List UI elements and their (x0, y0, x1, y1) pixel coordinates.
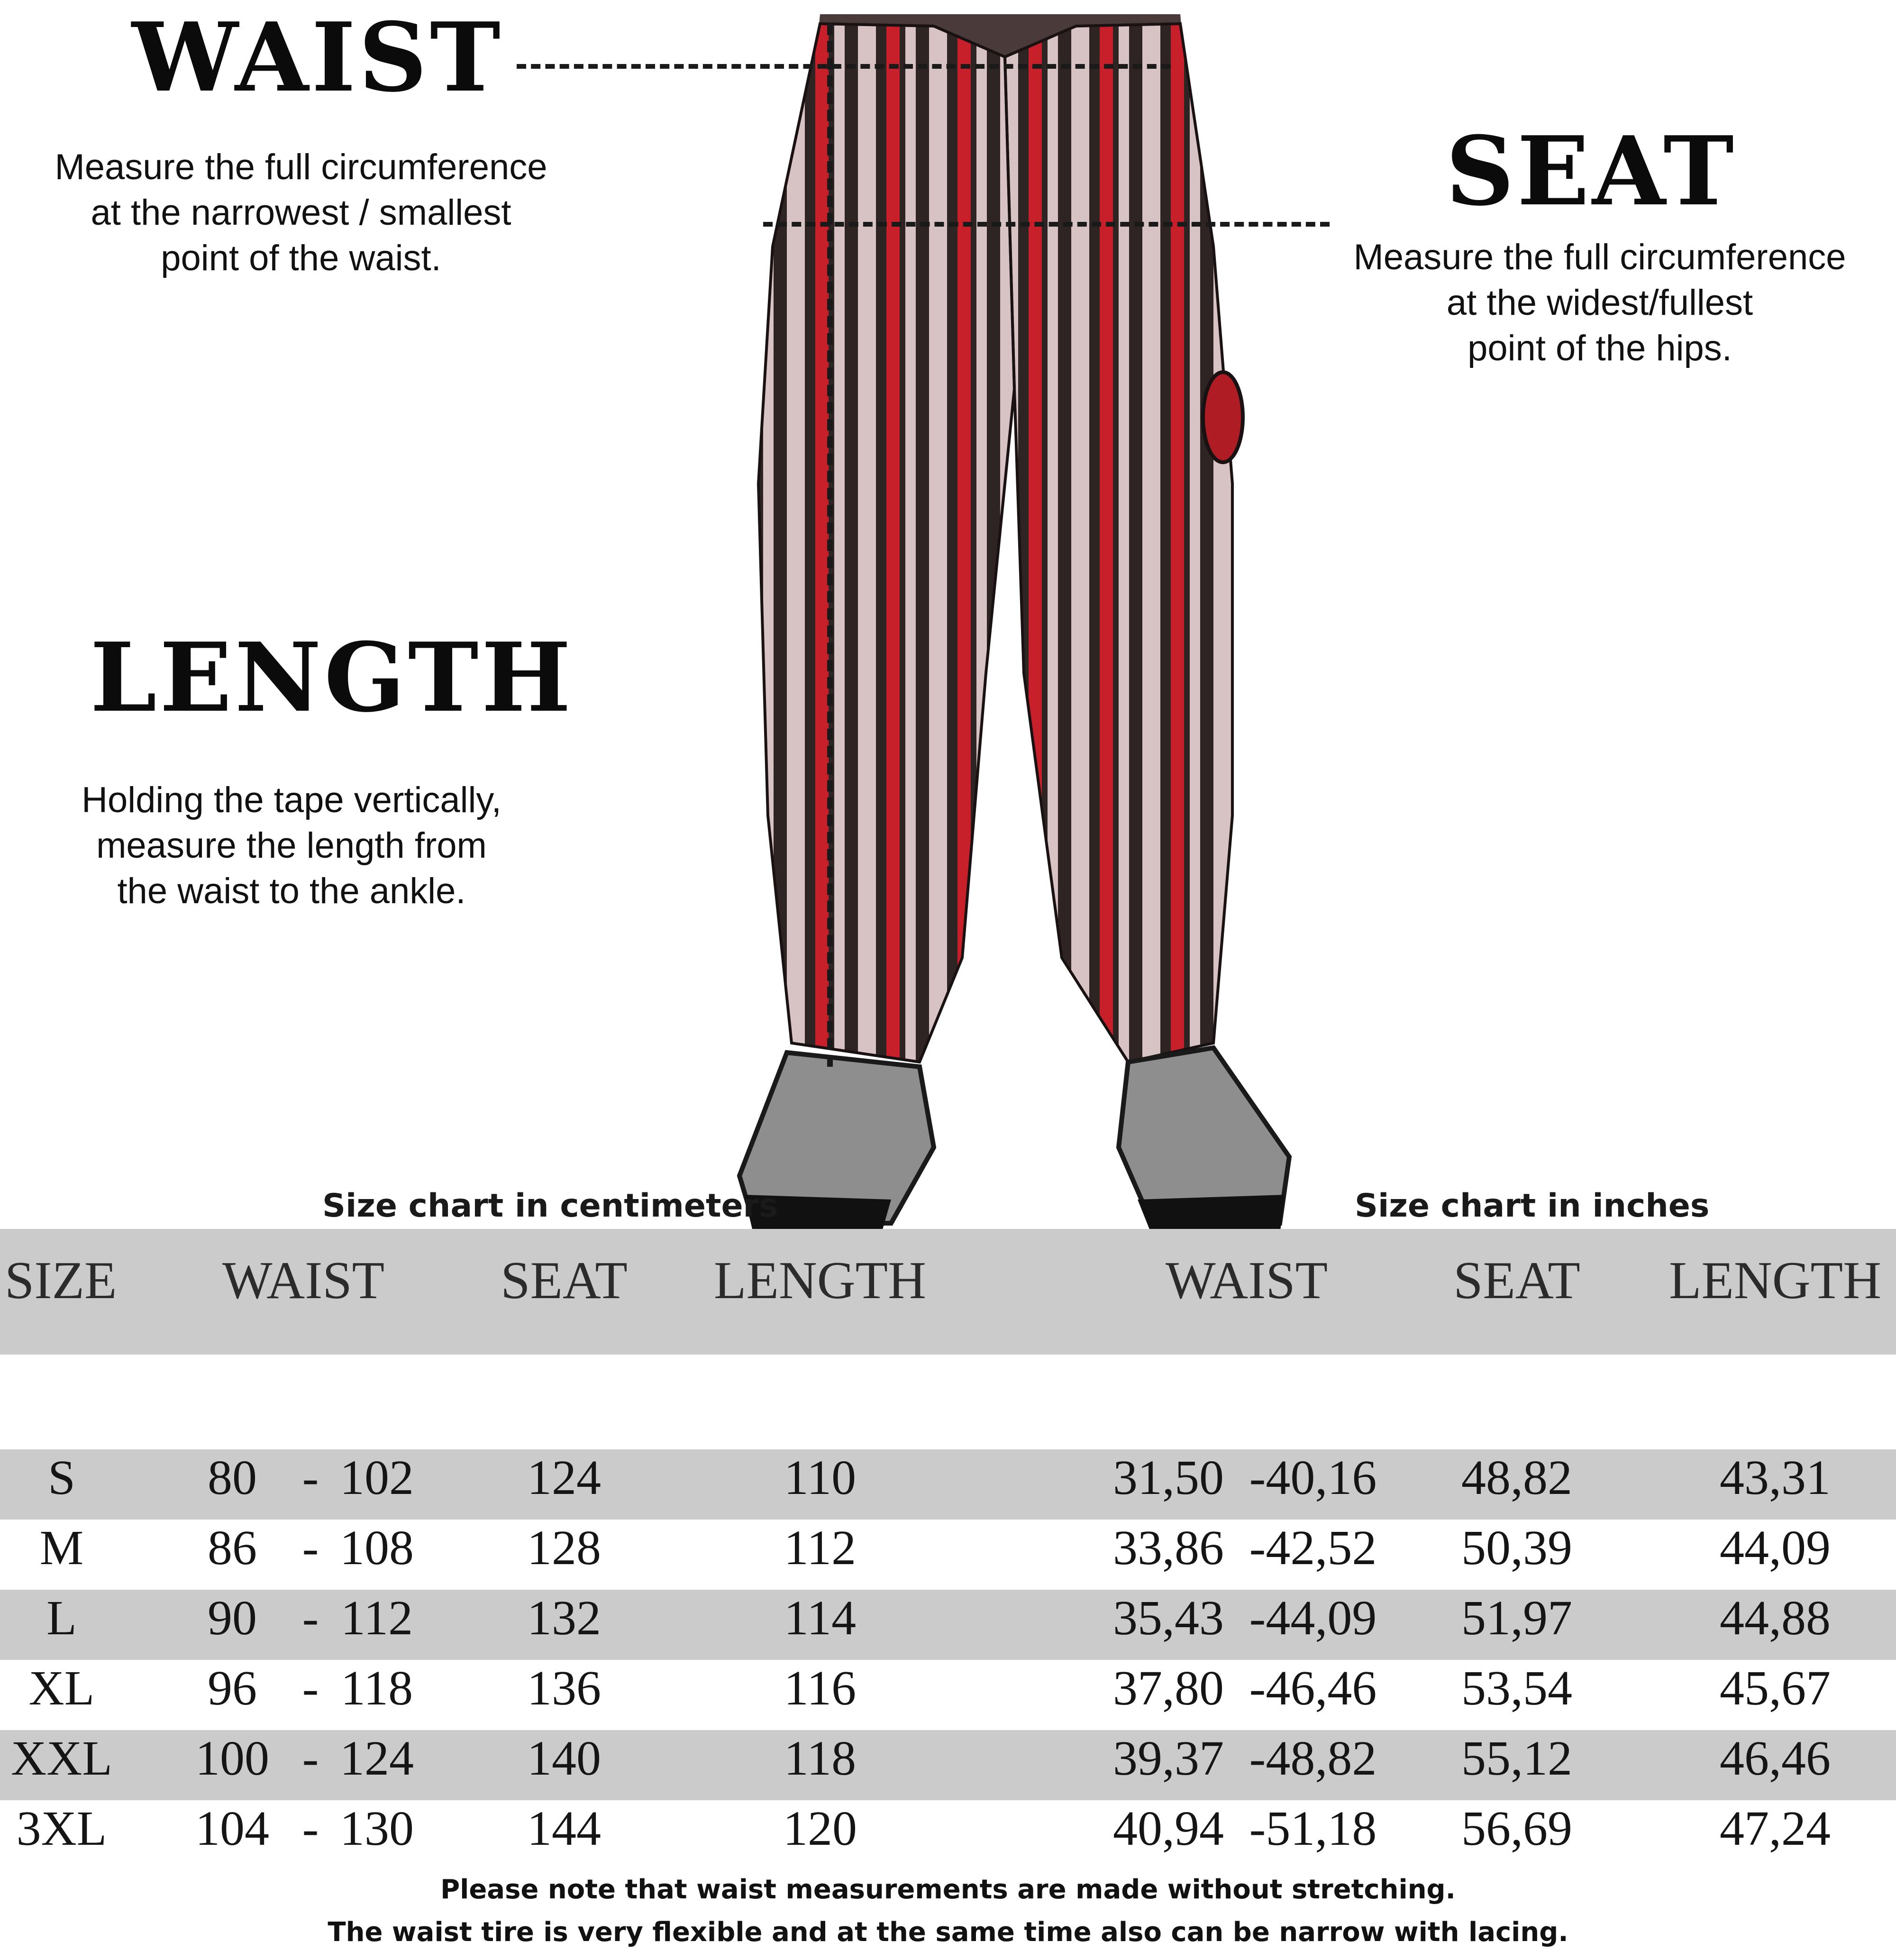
length-description (0, 778, 583, 914)
cell-waist-cm-max: 130 (340, 1801, 414, 1856)
caption-inches: Size chart in inches (1355, 1187, 1710, 1225)
cell-waist-in-max: -42,52 (1249, 1520, 1377, 1575)
cell-size: S (48, 1450, 75, 1505)
cell-seat-cm: 128 (527, 1520, 601, 1575)
cell-length-in: 44,88 (1720, 1591, 1831, 1645)
footnote: The waist tire is very flexible and at the same time also can be narrow with lacing. (328, 1917, 1568, 1948)
cell-seat-in: 50,39 (1461, 1520, 1572, 1575)
header-waist-cm: WAIST (222, 1251, 385, 1310)
cell-waist-cm-max: 124 (340, 1731, 414, 1786)
cell-seat-cm: 144 (527, 1801, 601, 1856)
cell-size: 3XL (16, 1801, 107, 1856)
header-seat-cm: SEAT (501, 1251, 628, 1310)
header-waist-in: WAIST (1165, 1251, 1328, 1310)
cell-length-in: 45,67 (1720, 1661, 1831, 1715)
cell-waist-in-min: 37,80 (1113, 1661, 1224, 1715)
cell-waist-cm-min: 104 (195, 1801, 269, 1856)
cell-range-sep: - (302, 1591, 319, 1645)
cell-waist-in-max: -46,46 (1249, 1661, 1377, 1715)
cell-length-in: 43,31 (1720, 1450, 1831, 1505)
cell-waist-in-min: 33,86 (1113, 1520, 1224, 1575)
row-band (0, 1730, 1896, 1800)
cell-seat-cm: 140 (527, 1731, 601, 1786)
seat-title: SEAT (1446, 116, 1737, 227)
cell-waist-cm-min: 96 (208, 1661, 257, 1715)
cell-length-cm: 114 (784, 1591, 857, 1645)
length-desc-line: measure the length from (96, 825, 487, 866)
waist-measure-line (517, 64, 1171, 69)
cell-waist-cm-max: 112 (340, 1591, 413, 1645)
cell-waist-in-max: -48,82 (1249, 1731, 1377, 1786)
cell-waist-in-min: 35,43 (1113, 1591, 1224, 1645)
cell-waist-cm-max: 108 (340, 1520, 414, 1575)
cell-waist-cm-max: 118 (340, 1661, 413, 1715)
cell-seat-cm: 124 (527, 1450, 601, 1505)
cell-seat-cm: 136 (527, 1661, 601, 1715)
cell-size: XXL (11, 1731, 112, 1786)
striped-pants-image (711, 9, 1327, 1242)
footnote: Please note that waist measurements are made without stretching. (440, 1874, 1456, 1905)
cell-waist-cm-min: 80 (208, 1450, 257, 1505)
row-band (0, 1590, 1896, 1660)
header-length-in: LENGTH (1669, 1251, 1881, 1310)
cell-waist-cm-max: 102 (340, 1450, 414, 1505)
length-title: LENGTH (90, 622, 574, 733)
length-measure-line (827, 24, 833, 1067)
cell-seat-in: 48,82 (1461, 1450, 1572, 1505)
cell-size: M (39, 1520, 84, 1575)
cell-range-sep: - (302, 1520, 319, 1575)
cell-range-sep: - (302, 1661, 319, 1715)
cell-length-cm: 120 (783, 1801, 857, 1856)
cell-seat-in: 53,54 (1461, 1661, 1572, 1715)
cell-seat-in: 56,69 (1461, 1801, 1572, 1856)
cell-waist-in-min: 40,94 (1113, 1801, 1224, 1856)
waist-desc-line: Measure the full circumference (55, 147, 547, 187)
cell-seat-in: 51,97 (1461, 1591, 1572, 1645)
cell-range-sep: - (302, 1450, 319, 1505)
cell-range-sep: - (302, 1801, 319, 1856)
seat-description (1308, 235, 1891, 371)
waist-desc-line: at the narrowest / smallest (91, 192, 511, 233)
cell-waist-cm-min: 100 (195, 1731, 269, 1786)
header-length-cm: LENGTH (714, 1251, 926, 1310)
cell-waist-in-min: 39,37 (1113, 1731, 1224, 1786)
cell-seat-cm: 132 (527, 1591, 601, 1645)
length-desc-line: the waist to the ankle. (117, 871, 466, 911)
cell-length-cm: 116 (784, 1661, 857, 1715)
cell-waist-cm-min: 90 (208, 1591, 257, 1645)
waist-title: WAIST (132, 2, 503, 113)
cell-length-cm: 118 (784, 1731, 857, 1786)
cell-waist-in-max: -40,16 (1249, 1450, 1377, 1505)
waist-description (9, 145, 592, 281)
cell-length-cm: 110 (784, 1450, 857, 1505)
seat-desc-line: point of the hips. (1468, 328, 1732, 368)
cell-length-in: 44,09 (1720, 1520, 1831, 1575)
cell-waist-cm-min: 86 (208, 1520, 257, 1575)
cell-size: L (46, 1591, 77, 1645)
length-desc-line: Holding the tape vertically, (82, 780, 501, 820)
caption-centimeters: Size chart in centimeters (322, 1187, 778, 1225)
header-size: SIZE (5, 1251, 117, 1310)
seat-measure-line (763, 222, 1330, 227)
cell-waist-in-max: -51,18 (1249, 1801, 1377, 1856)
cell-seat-in: 55,12 (1461, 1731, 1572, 1786)
cell-length-in: 46,46 (1720, 1731, 1831, 1786)
cell-length-in: 47,24 (1720, 1801, 1831, 1856)
seat-desc-line: at the widest/fullest (1446, 283, 1753, 323)
row-band (0, 1449, 1896, 1520)
seat-desc-line: Measure the full circumference (1353, 237, 1846, 277)
header-seat-in: SEAT (1453, 1251, 1580, 1310)
cell-waist-in-max: -44,09 (1249, 1591, 1377, 1645)
waist-desc-line: point of the waist. (161, 238, 441, 278)
cell-range-sep: - (302, 1731, 319, 1786)
cell-size: XL (28, 1661, 95, 1715)
cell-length-cm: 112 (784, 1520, 857, 1575)
cell-waist-in-min: 31,50 (1113, 1450, 1224, 1505)
